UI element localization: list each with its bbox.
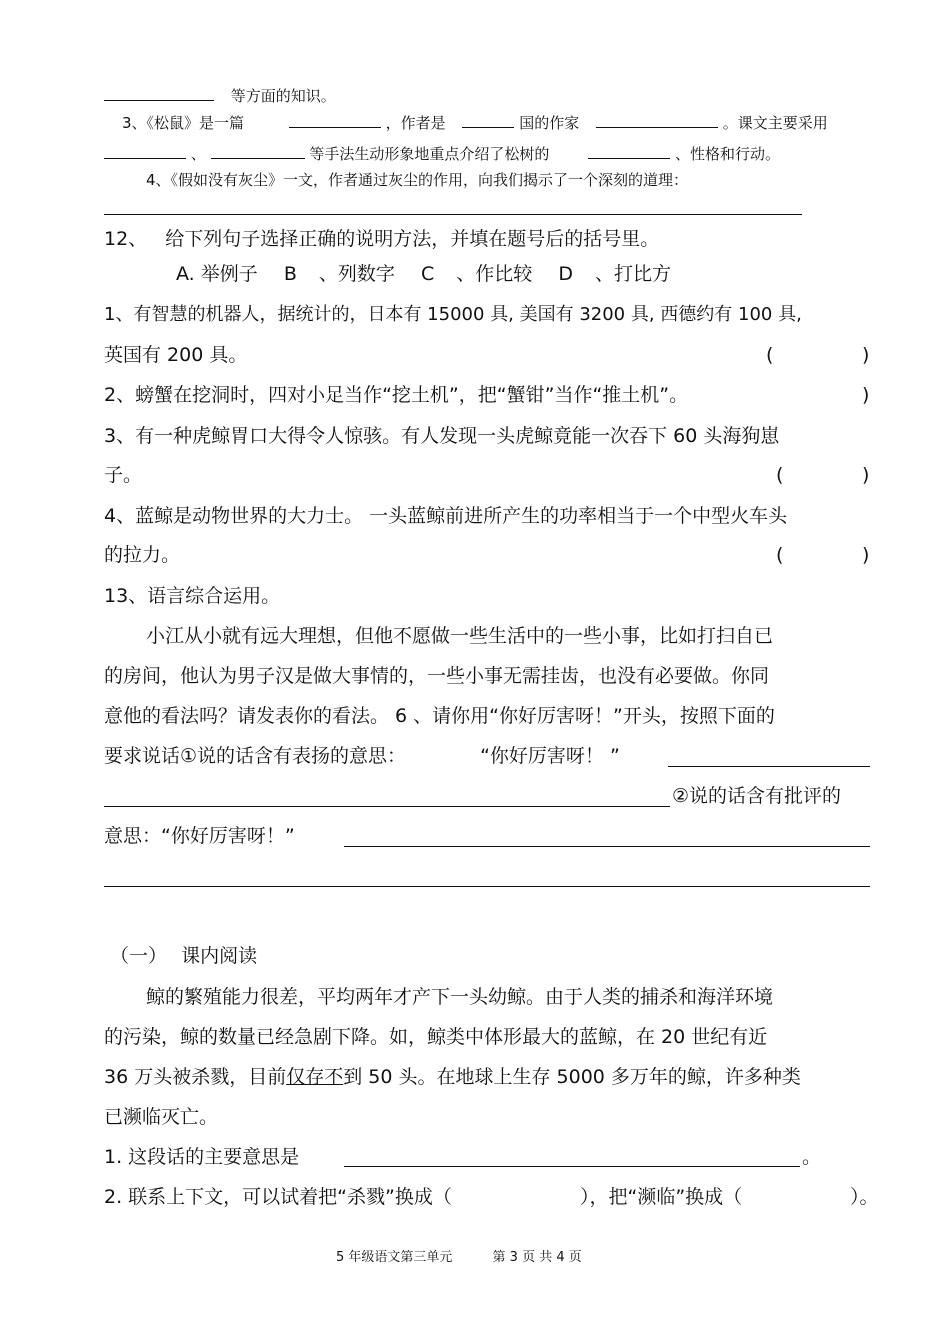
q12-number: 12、 [104, 228, 148, 250]
q12-item-4-line2: 的拉力。 [104, 544, 181, 566]
q12-item-3-line2: 子。 [104, 464, 143, 486]
answer-blank[interactable] [211, 157, 305, 159]
option-d-text: 、打比方 [595, 263, 672, 285]
answer-blank[interactable] [588, 157, 670, 159]
reading-p3-underlined: 仅存不 [286, 1066, 344, 1088]
option-c-letter: C [420, 263, 435, 285]
option-b-text: 、列数字 [318, 263, 395, 285]
q12-item-1-line1: 1、有智慧的机器人，据统计的，日本有 15000 具, 美国有 3200 具, 西德约有 100 具, [104, 304, 802, 325]
option-c-text: 、作比较 [456, 263, 533, 285]
q3-method-text: 。课文主要采用 [722, 114, 828, 132]
footer-page-number: 第 3 页 共 4 页 [492, 1250, 582, 1265]
q3-sep-text: 、 [190, 145, 206, 163]
reading-p3-end: 到 50 头。在地球上生存 5000 多万年的鲸，许多种类 [343, 1066, 801, 1088]
q13-line1: 小江从小就有远大理想，但他不愿做一些生活中的一些小事，比如打扫自已 [146, 625, 774, 647]
q13-line4 [104, 747, 620, 766]
reading-paragraph-line2: 的污染，鲸的数量已经急剧下降。如，鲸类中体形最大的蓝鲸，在 20 世纪有近 [104, 1026, 768, 1048]
q12-item-1-line2: 英国有 200 具。 [104, 344, 248, 366]
q13-title: 13、语言综合运用。 [104, 585, 281, 607]
reading-heading-mark: （一） [110, 945, 168, 967]
option-b-letter: B [283, 263, 297, 285]
q4-line: 4、《假如没有灰尘》一文，作者通过灰尘的作用，向我们揭示了一个深刻的道理： [146, 171, 689, 189]
q13-line2: 的房间，他认为男子汉是做大事情的，一些小事无需挂齿，也没有必要做。你同 [104, 665, 770, 687]
q12-item-2-line1: 2、螃蟹在挖洞时，四对小足当作“挖土机”，把“蟹钳”当作“推土机”。 [104, 384, 689, 406]
q3-tail-text: 、性格和行动。 [674, 145, 780, 163]
reading-q1-prompt: 1. 这段话的主要意思是 [104, 1146, 300, 1168]
q2-tail-text: 等方面的知识。 [230, 87, 336, 105]
q12-prompt: 给下列句子选择正确的说明方法，并填在题号后的括号里。 [165, 228, 660, 250]
reading-q2-mid: ），把“濒临”换成（ [580, 1186, 743, 1208]
q4-answer-line[interactable] [104, 214, 802, 215]
q13-praise-prompt: 要求说话①说的话含有表扬的意思： [104, 745, 407, 767]
answer-paren-open[interactable]: ( [776, 544, 784, 566]
reading-heading [110, 947, 257, 966]
answer-paren-open[interactable]: ( [766, 344, 774, 366]
reading-q2-prompt: 2. 联系上下文，可以试着把“杀戮”换成（ [104, 1186, 452, 1208]
answer-blank[interactable] [596, 126, 718, 128]
q13-answer-line-3[interactable] [344, 846, 870, 847]
option-a-text: 举例子 [200, 263, 258, 285]
option-d-letter: D [558, 263, 573, 285]
q3-prefix-text: 3、《松鼠》是一篇 [122, 114, 245, 132]
answer-paren-close[interactable]: ) [862, 384, 870, 406]
answer-blank[interactable] [104, 99, 214, 101]
option-a-letter: A. [176, 263, 195, 285]
q13-answer-line-2[interactable] [104, 806, 670, 807]
reading-heading-text: 课内阅读 [181, 945, 258, 967]
reading-q2-end: ）。 [850, 1186, 879, 1208]
q13-line3: 意他的看法吗？请发表你的看法。 6 、请你用“你好厉害呀！”开头，按照下面的 [104, 705, 775, 727]
reading-q1-end: 。 [802, 1146, 822, 1168]
reading-q2 [104, 1188, 452, 1207]
q13-criticism-prompt: ②说的话含有批评的 [672, 785, 842, 807]
reading-paragraph-line3 [104, 1068, 801, 1087]
q13-answer-line-4[interactable] [104, 886, 870, 887]
answer-paren-open[interactable]: ( [776, 464, 784, 486]
footer-unit: 5 年级语文第三单元 [336, 1250, 453, 1265]
q2-tail-line [104, 89, 336, 104]
reading-paragraph-line1: 鲸的繁殖能力很差，平均两年才产下一头幼鲸。由于人类的捕杀和海洋环境 [146, 986, 774, 1008]
answer-paren-close[interactable]: ) [862, 544, 870, 566]
q3-line2 [104, 147, 780, 162]
q3-author-text: ，作者是 [385, 114, 446, 132]
q3-mid-text: 等手法生动形象地重点介绍了松树的 [309, 145, 550, 163]
answer-blank[interactable] [462, 126, 514, 128]
q12-options [176, 265, 671, 284]
q12-item-4-line1: 4、蓝鲸是动物世界的大力士。 一头蓝鲸前进所产生的功率相当于一个中型火车头 [104, 505, 788, 527]
q3-country-text: 国的作家 [519, 114, 580, 132]
reading-q1-answer-line[interactable] [344, 1166, 800, 1167]
q13-praise-quote: “你好厉害呀！ ” [480, 745, 620, 767]
q13-answer-line-1[interactable] [668, 766, 870, 767]
q3-line1 [122, 116, 828, 131]
reading-paragraph-line4: 已濒临灭亡。 [104, 1106, 219, 1128]
q12-title [104, 230, 659, 249]
q13-criticism-quote: 意思：“你好厉害呀！” [104, 825, 295, 847]
answer-blank[interactable] [104, 157, 186, 159]
footer [336, 1251, 582, 1264]
answer-paren-close[interactable]: ) [862, 344, 870, 366]
answer-paren-close[interactable]: ) [862, 464, 870, 486]
q12-item-3-line1: 3、有一种虎鲸胃口大得令人惊骇。有人发现一头虎鲸竟能一次吞下 60 头海狗崽 [104, 425, 780, 447]
answer-blank[interactable] [289, 126, 381, 128]
reading-q1 [104, 1148, 299, 1167]
reading-p3-start: 36 万头被杀戮，目前 [104, 1066, 287, 1088]
